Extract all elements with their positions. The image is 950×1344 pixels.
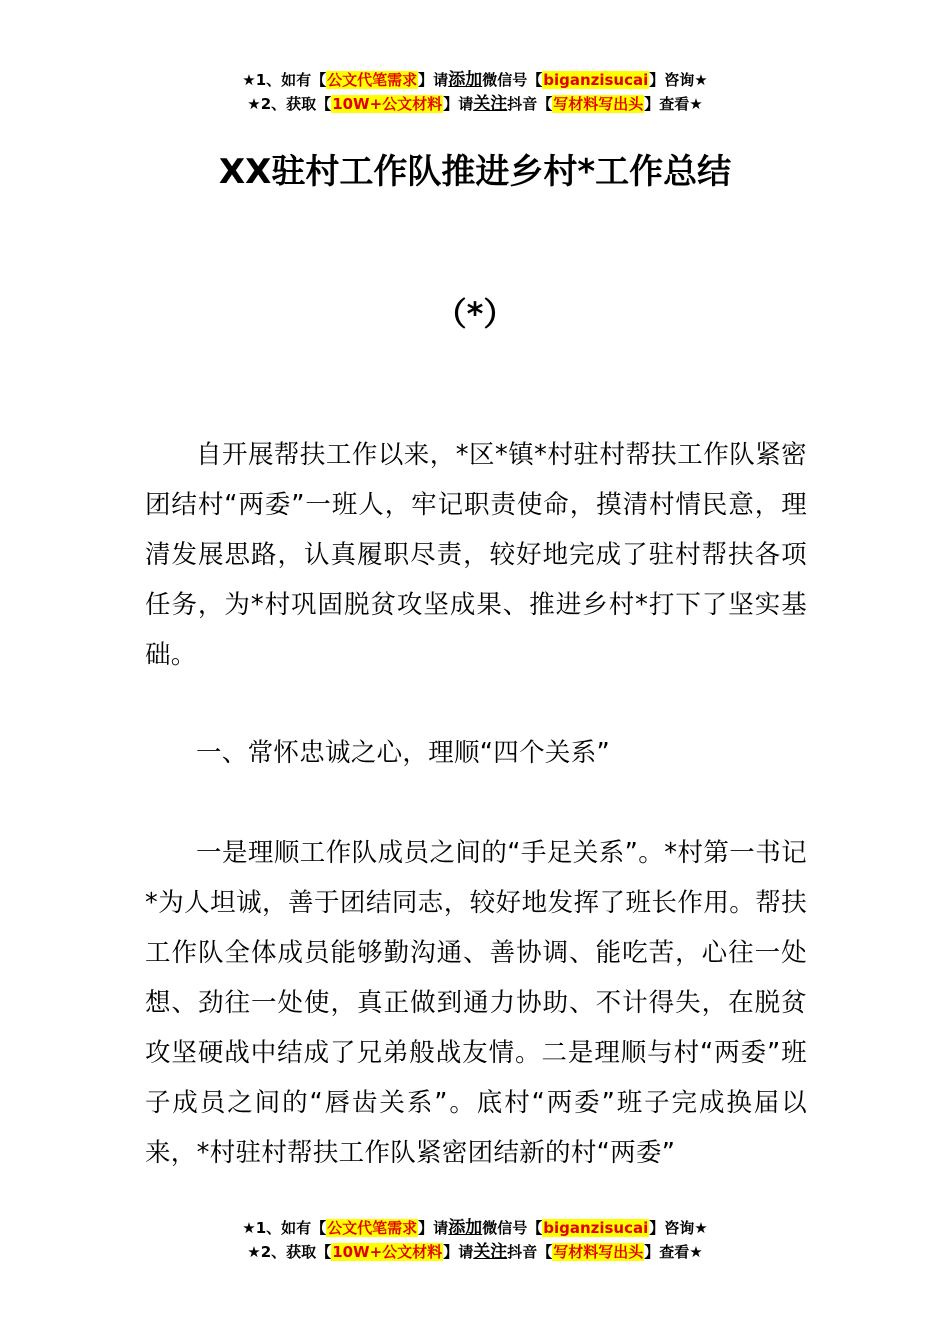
banner-text: 微信号【 [482,1219,543,1237]
star-icon: ★ [247,95,261,113]
underlined-add: 添加 [448,1218,483,1238]
paragraph-text: 自开展帮扶工作以来，*区*镇*村驻村帮扶工作队紧密团结村“两委”一班人，牢记职责使命，摸清村情民意，理清发展思路，认真履职尽责，较好地完成了驻村帮扶各项任务，为*村巩固脱贫攻坚成果、推进乡村*打下了坚实基础。 [145,440,807,670]
paragraph-body [145,828,807,1178]
highlight-wechat-id: biganzisucai [543,1219,649,1237]
star-icon: ★ [689,1243,703,1261]
banner-text: 抖音【 [507,95,553,113]
banner-text: 微信号【 [482,71,543,89]
star-icon: ★ [242,1219,256,1237]
section-heading-text: 一、常怀忠诚之心，理顺“四个关系” [196,738,611,768]
banner-text: 】请 [443,95,474,113]
document-title: XX驻村工作队推进乡村*工作总结 [218,152,732,192]
banner-text: 】请 [418,71,449,89]
highlight-wechat-id: biganzisucai [543,71,649,89]
banner-text: 】请 [443,1243,474,1261]
highlight-materials: 10W+公文材料 [332,95,443,113]
banner-line-2 [0,92,950,116]
highlight-douyin: 写材料写出头 [553,95,644,113]
highlight-materials: 10W+公文材料 [332,1243,443,1261]
star-icon: ★ [694,1219,708,1237]
header-banner [0,68,950,116]
banner-text: 1、如有【 [255,1219,327,1237]
highlight-service: 公文代笔需求 [327,1219,418,1237]
banner-text: 】请 [418,1219,449,1237]
star-icon: ★ [242,71,256,89]
underlined-follow: 关注 [473,1242,508,1262]
banner-line-2 [0,1240,950,1264]
highlight-service: 公文代笔需求 [327,71,418,89]
underlined-add: 添加 [448,70,483,90]
document-subtitle: （*） [434,295,516,333]
star-icon: ★ [247,1243,261,1261]
paragraph-text: 一是理顺工作队成员之间的“手足关系”。*村第一书记*为人坦诚，善于团结同志，较好地发挥了班长作用。帮扶工作队全体成员能够勤沟通、善协调、能吃苦，心往一处想、劲往一处使，真正做到通力协助、不计得失，在脱贫攻坚硬战中结成了兄弟般战友情。二是理顺与村“两委”班子成员之间的“唇齿关系”。底村“两委”班子完成换届以来，*村驻村帮扶工作队紧密团结新的村“两委” [145,838,807,1168]
banner-text: 】咨询 [649,1219,695,1237]
banner-line-1 [0,68,950,92]
section-heading [145,728,807,778]
banner-text: 抖音【 [507,1243,553,1261]
highlight-douyin: 写材料写出头 [553,1243,644,1261]
banner-text: 2、获取【 [260,95,332,113]
banner-text: 1、如有【 [255,71,327,89]
banner-line-1 [0,1216,950,1240]
footer-banner [0,1216,950,1264]
banner-text: 】查看 [644,95,690,113]
star-icon: ★ [694,71,708,89]
banner-text: 】咨询 [649,71,695,89]
star-icon: ★ [689,95,703,113]
banner-text: 2、获取【 [260,1243,332,1261]
banner-text: 】查看 [644,1243,690,1261]
paragraph-intro [145,430,807,680]
underlined-follow: 关注 [473,94,508,114]
